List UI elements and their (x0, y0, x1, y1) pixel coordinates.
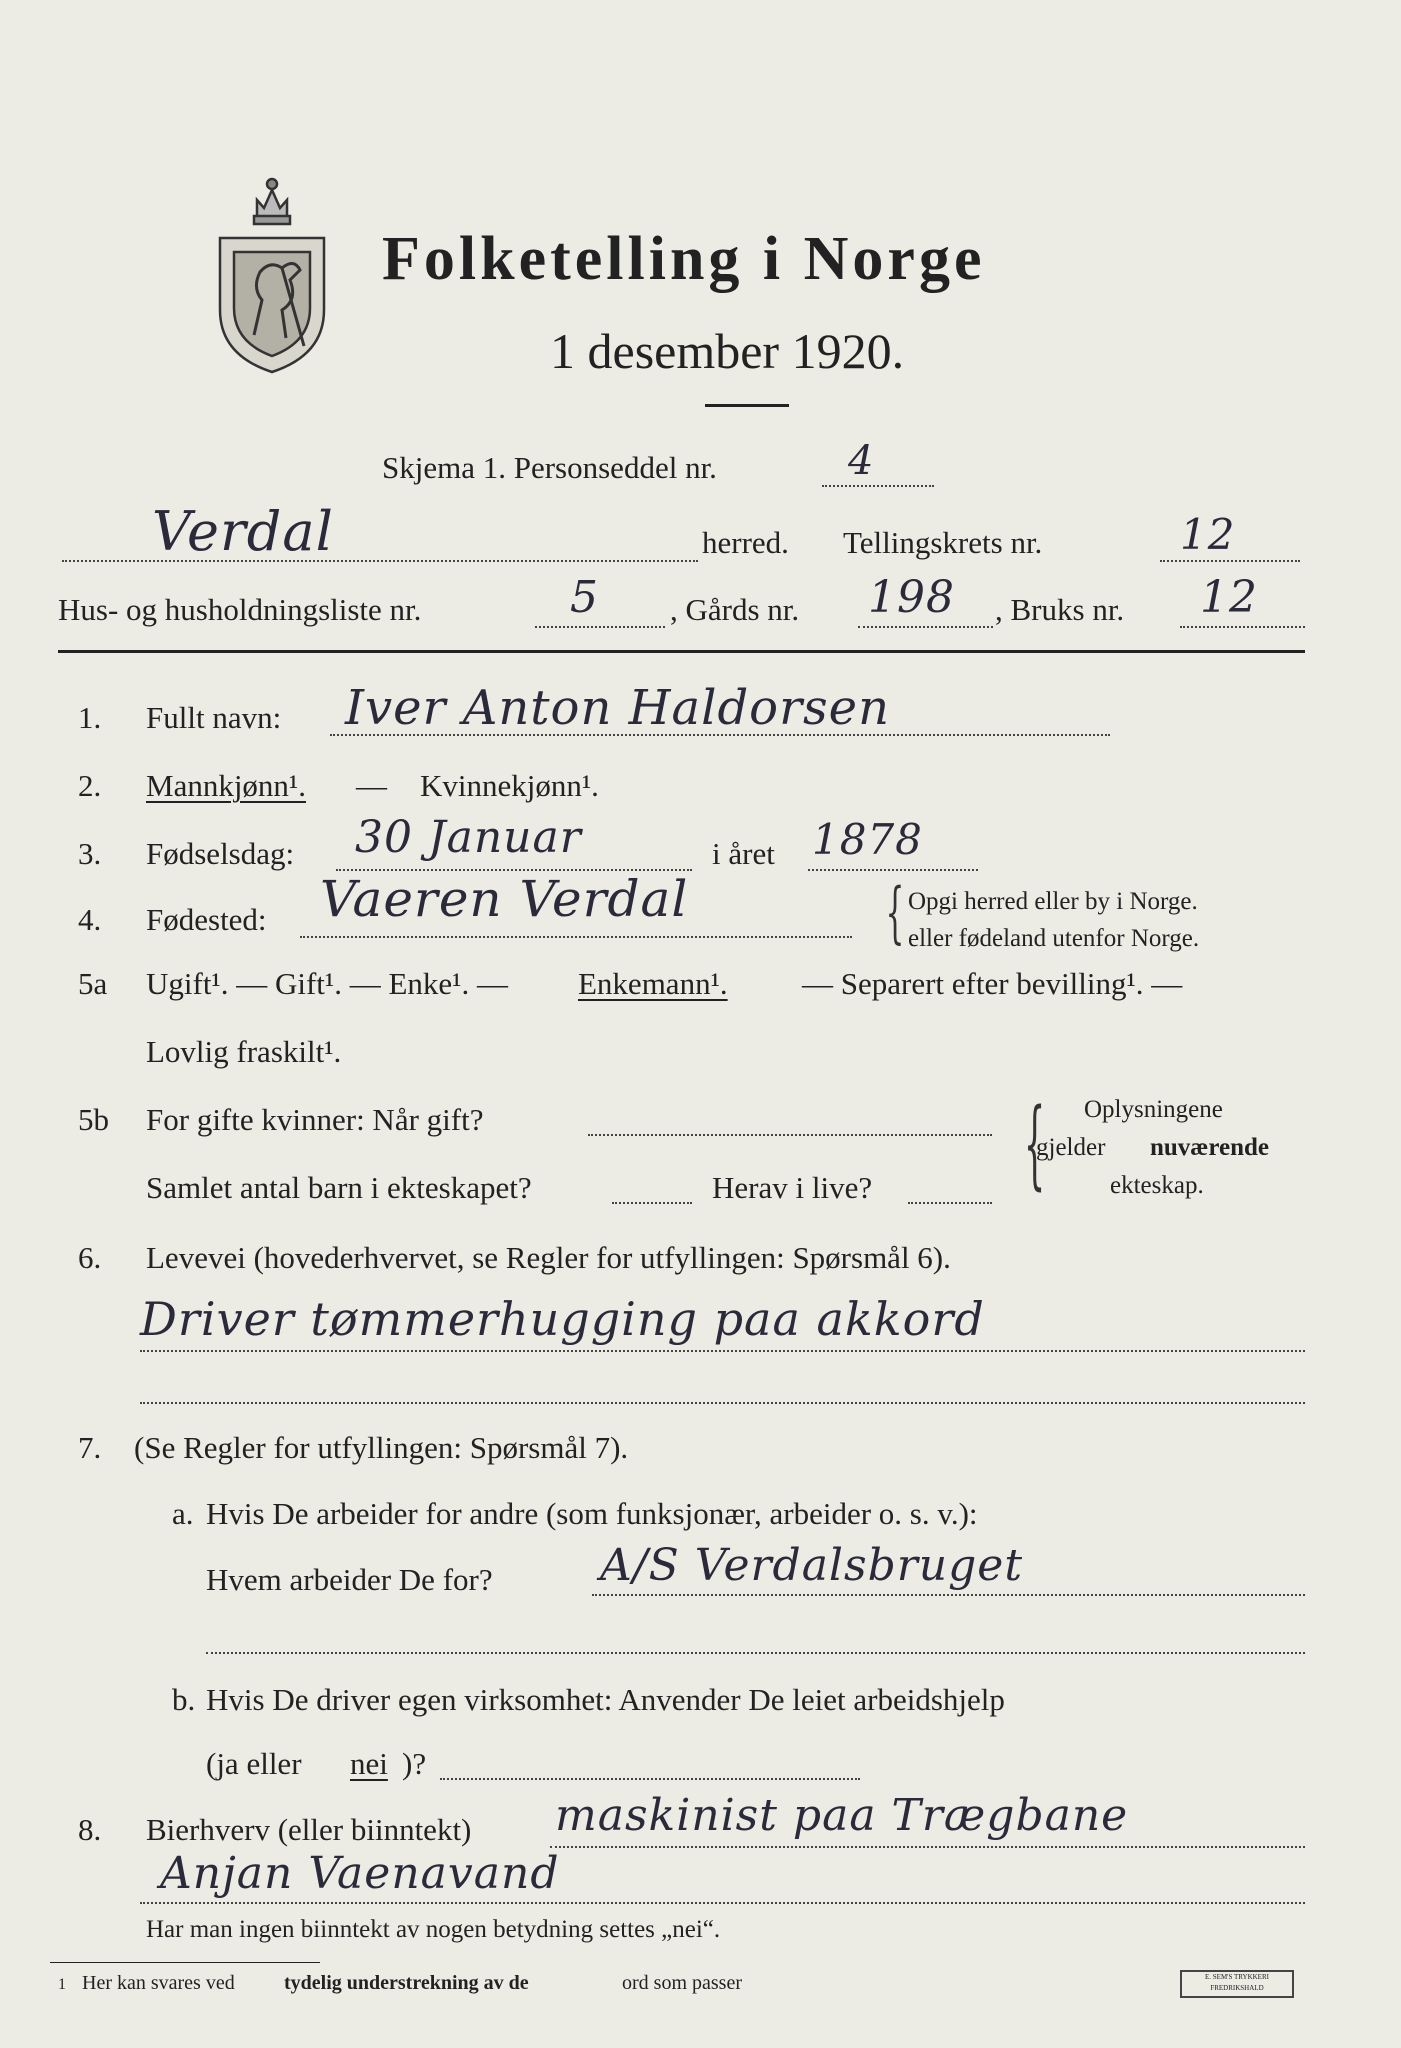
occupation-field[interactable]: Driver tømmerhugging paa akkord (140, 1292, 985, 1346)
q3-label: Fødselsdag: (146, 836, 295, 871)
q7-number: 7. (78, 1430, 102, 1465)
married-women-label: For gifte kvinner: Når gift? (146, 1102, 484, 1137)
household-list-field-line (535, 626, 665, 628)
marital-options-part2[interactable]: — Separert efter bevilling¹. — (802, 966, 1183, 1001)
bruks-label: , Bruks nr. (995, 592, 1125, 627)
marriage-note-line1: Oplysningene (1084, 1096, 1223, 1123)
q7b-text: Hvis De driver egen virksomhet: Anvender De leiet arbeidshjelp (206, 1682, 1005, 1717)
tellingskrets-label: Tellingskrets nr. (843, 525, 1043, 560)
hired-help-label-pre: (ja eller (206, 1746, 302, 1781)
children-total-field[interactable] (612, 1202, 692, 1204)
side-income-field-line1[interactable]: maskinist paa Trægbane (555, 1790, 1129, 1841)
occupation-label: Levevei (hovederhvervet, se Regler for utfyllingen: Spørsmål 6). (146, 1240, 951, 1275)
side-income-note: Har man ingen biinntekt av nogen betydning settes „nei“. (146, 1916, 721, 1943)
census-date: 1 desember 1920. (550, 323, 905, 379)
employer-field-line (592, 1594, 1305, 1596)
birthplace-field[interactable]: Vaeren Verdal (320, 870, 689, 928)
side-income-field-line2[interactable]: Anjan Vaenavand (160, 1848, 560, 1899)
birthplace-note-line1: Opgi herred eller by i Norge. (908, 888, 1198, 915)
form-title: Folketelling i Norge (382, 225, 986, 293)
marital-selected-option[interactable]: Enkemann¹. (578, 966, 728, 1001)
marriage-note-line3: ekteskap. (1110, 1172, 1204, 1199)
tellingskrets-field[interactable]: 12 (1180, 510, 1236, 559)
q5b-number: 5b (78, 1102, 109, 1137)
marriage-date-field[interactable] (588, 1134, 992, 1136)
hired-help-field[interactable] (440, 1778, 860, 1780)
household-list-field[interactable]: 5 (570, 572, 599, 623)
q7a-text: Hvis De arbeider for andre (som funksjonær, arbeider o. s. v.): (206, 1496, 978, 1531)
household-list-label: Hus- og husholdningsliste nr. (58, 592, 422, 627)
coat-of-arms-emblem (212, 160, 332, 375)
birth-year-field-line (808, 869, 978, 871)
employer-field-line2 (206, 1652, 1305, 1654)
q1-number: 1. (78, 700, 102, 735)
children-alive-label: Herav i live? (712, 1170, 873, 1205)
side-income-label: Bierhverv (eller biinntekt) (146, 1812, 472, 1847)
bruks-field[interactable]: 12 (1200, 572, 1258, 623)
printer-stamp: E. SEM'S TRYKKERI FREDRIKSHALD (1180, 1970, 1294, 1998)
children-alive-field[interactable] (908, 1202, 992, 1204)
q8-number: 8. (78, 1812, 102, 1847)
full-name-field[interactable]: Iver Anton Haldorsen (345, 680, 890, 736)
q7a-number: a. (172, 1496, 194, 1531)
birthday-field[interactable]: 30 Januar (355, 812, 582, 863)
gards-field-line (858, 626, 993, 628)
birthplace-note-brace: { (885, 874, 905, 951)
birth-year-field[interactable]: 1878 (812, 815, 923, 864)
q6-number: 6. (78, 1240, 102, 1275)
q3-number: 3. (78, 836, 102, 871)
occupation-field-line2 (140, 1402, 1305, 1404)
q4-number: 4. (78, 902, 102, 937)
q7b-number: b. (172, 1682, 196, 1717)
footnote-text-bold: tydelig understrekning av de (284, 1972, 529, 1994)
footnote-text-pre: Her kan svares ved (82, 1972, 235, 1994)
employer-label: Hvem arbeider De for? (206, 1562, 493, 1597)
employer-field[interactable]: A/S Verdalsbruget (600, 1540, 1024, 1591)
children-total-label: Samlet antal barn i ekteskapet? (146, 1170, 532, 1205)
marriage-note-brace: { (1023, 1088, 1046, 1200)
bruks-field-line (1180, 626, 1305, 628)
marital-divorced-option[interactable]: Lovlig fraskilt¹. (146, 1034, 342, 1069)
q4-label: Fødested: (146, 902, 267, 937)
footnote-number: 1 (58, 1976, 66, 1993)
schema-label: Skjema 1. Personseddel nr. (382, 450, 717, 485)
side-income-line1 (550, 1846, 1305, 1848)
gender-male-option[interactable]: Mannkjønn¹. (146, 768, 306, 803)
gards-label: , Gårds nr. (670, 592, 800, 627)
birthplace-note-line2: eller fødeland utenfor Norge. (908, 925, 1200, 952)
marriage-note-line2a: gjelder (1036, 1134, 1106, 1161)
gender-female-option[interactable]: Kvinnekjønn¹. (420, 768, 599, 803)
herred-label: herred. (702, 525, 789, 560)
title-divider (705, 404, 789, 407)
footnote-divider (50, 1962, 320, 1963)
herred-field[interactable]: Verdal (152, 500, 334, 563)
birthplace-field-line (300, 936, 852, 938)
birth-year-label: i året (712, 836, 775, 871)
q1-label: Fullt navn: (146, 700, 282, 735)
header-divider (58, 650, 1305, 653)
marital-options-part1[interactable]: Ugift¹. — Gift¹. — Enke¹. — (146, 966, 508, 1001)
schema-field-line (822, 485, 934, 487)
q2-number: 2. (78, 768, 102, 803)
gards-field[interactable]: 198 (868, 572, 955, 623)
hired-help-label-post: )? (402, 1746, 427, 1781)
tellingskrets-field-line (1160, 560, 1300, 562)
footnote-text-post: ord som passer (622, 1972, 742, 1994)
side-income-line2 (140, 1902, 1305, 1904)
marriage-note-line2b: nuværende (1150, 1134, 1270, 1161)
occupation-field-line1 (140, 1350, 1305, 1352)
q5a-number: 5a (78, 966, 108, 1001)
gender-separator: — (356, 768, 387, 803)
schema-number-field[interactable]: 4 (848, 438, 875, 484)
q7-label: (Se Regler for utfyllingen: Spørsmål 7). (134, 1430, 629, 1465)
hired-help-nei-option[interactable]: nei (350, 1746, 388, 1781)
